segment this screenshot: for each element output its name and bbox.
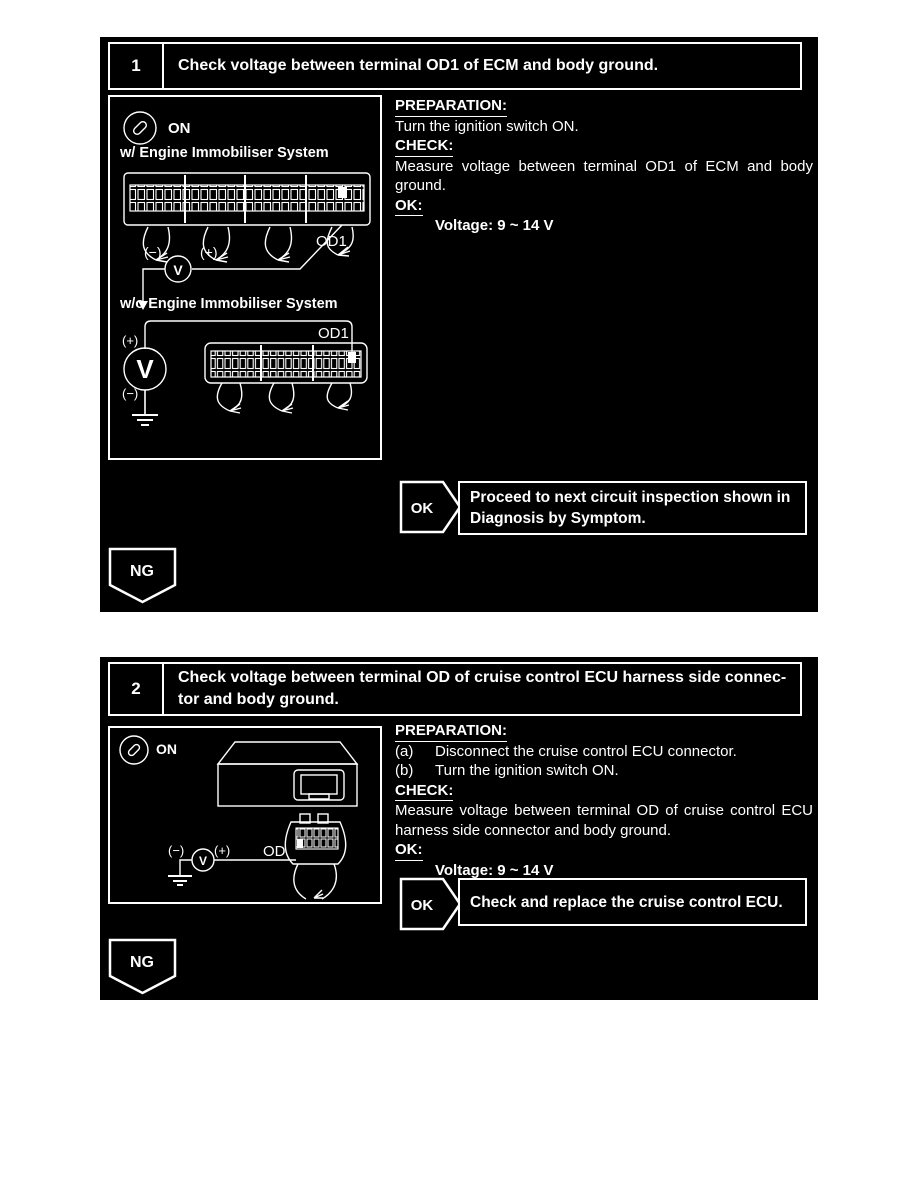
ok-result-text: Check and replace the cruise control ECU. [470, 893, 783, 911]
ok-heading: OK: [395, 840, 423, 861]
terminal-od1-bottom-label: OD1 [318, 325, 349, 342]
step-1-title: Check voltage between terminal OD1 of ECM and body ground. [178, 57, 659, 75]
meter-plus-label: (+) [214, 843, 231, 858]
step-1-panel [100, 37, 818, 612]
ignition-key-icon [124, 112, 156, 144]
step-2-number: 2 [110, 664, 164, 714]
svg-text:NG: NG [130, 954, 154, 971]
step-2-title-line2: tor and body ground. [178, 691, 339, 708]
svg-text:V: V [173, 262, 183, 278]
ok-result-text: Proceed to next circuit inspection shown in Diagnosis by Symptom. [470, 489, 791, 527]
ok-result-box [458, 481, 807, 535]
ignition-key-icon [120, 736, 148, 764]
meter-plus-label: (+) [122, 333, 139, 348]
harness-connector-icon [285, 814, 346, 899]
ok-voltage-value: Voltage: 9 ~ 14 V [435, 217, 554, 234]
preparation-item [395, 761, 813, 781]
step-2-diagram [108, 726, 382, 904]
cruise-ecu-box-icon [218, 742, 357, 806]
step-2-title-line1: Check voltage between terminal OD of cruise control ECU harness side connec- [178, 669, 787, 687]
meter-plus-label: (+) [200, 244, 218, 260]
svg-text:OK: OK [410, 500, 434, 517]
terminal-od1-top-label: OD1 [316, 233, 347, 250]
ignition-on-label: ON [156, 741, 177, 757]
item-text: Disconnect the cruise control ECU connector. [435, 742, 737, 760]
step-2-header [108, 662, 802, 716]
step-1-instructions [395, 96, 813, 236]
step-1-diagram [108, 95, 382, 460]
item-text: Turn the ignition switch ON. [435, 762, 619, 779]
preparation-heading: PREPARATION: [395, 96, 507, 117]
meter-minus-label: (−) [168, 843, 185, 858]
svg-text:V: V [198, 854, 208, 868]
ok-voltage-value: Voltage: 9 ~ 14 V [435, 861, 554, 879]
svg-text:V: V [136, 354, 154, 384]
item-marker: (a) [395, 742, 414, 760]
ng-badge [108, 938, 178, 996]
check-heading: CHECK: [395, 136, 453, 157]
meter-minus-label: (−) [122, 386, 139, 401]
ground-icon [168, 876, 192, 885]
preparation-heading: PREPARATION: [395, 721, 507, 742]
without-immobiliser-label: w/o Engine Immobiliser System [120, 296, 338, 312]
with-immobiliser-label: w/ Engine Immobiliser System [120, 145, 329, 161]
ok-result-box [458, 878, 807, 926]
ok-heading: OK: [395, 196, 423, 217]
preparation-text: Turn the ignition switch ON. [395, 117, 579, 135]
svg-text:OK: OK [410, 897, 434, 914]
meter-minus-label: (−) [144, 244, 162, 260]
step-1-number: 1 [110, 44, 164, 88]
ignition-on-label: ON [168, 120, 191, 137]
ng-badge [108, 547, 178, 605]
step-2-instructions [395, 721, 813, 880]
cruise-ecu-voltage-test-illustration [110, 728, 380, 902]
item-marker: (b) [395, 762, 414, 779]
ground-icon [132, 415, 158, 425]
check-text: Measure voltage between terminal OD1 of ECM and body ground. [395, 157, 813, 194]
check-text: Measure voltage between terminal OD of cruise control ECU harness side connector and body ground. [395, 802, 813, 839]
ok-badge [399, 480, 463, 534]
ok-badge [399, 877, 463, 931]
terminal-od-label: OD [263, 843, 286, 860]
svg-text:NG: NG [130, 563, 154, 580]
check-heading: CHECK: [395, 781, 453, 802]
step-1-header [108, 42, 802, 90]
step-2-panel [100, 657, 818, 1000]
preparation-item [395, 742, 813, 762]
